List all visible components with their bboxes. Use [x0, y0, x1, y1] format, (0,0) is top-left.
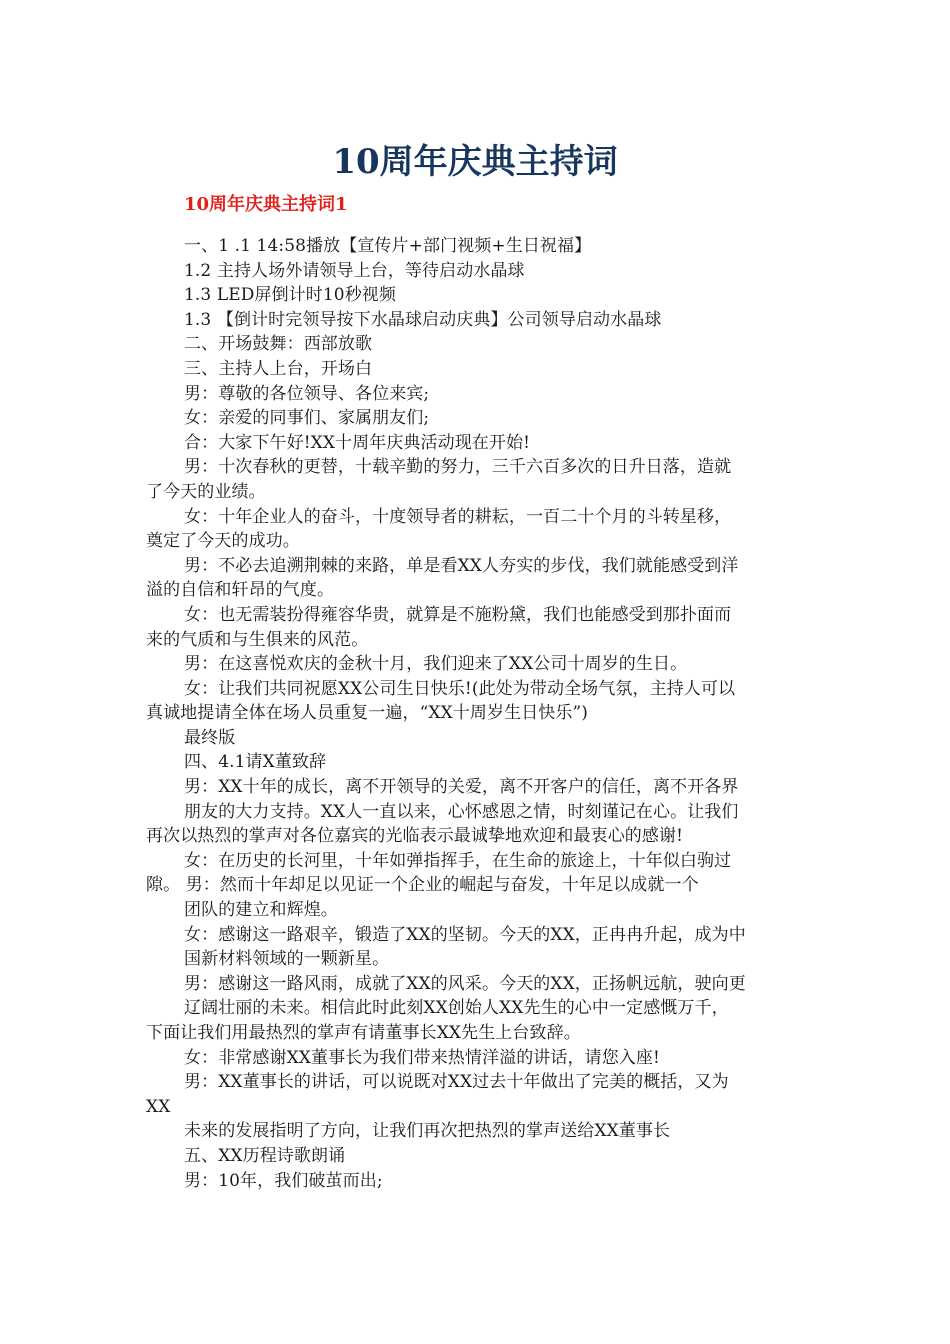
text-line: 女：亲爱的同事们、家属朋友们;: [184, 408, 430, 429]
document-body: [146, 234, 810, 1193]
text-line: 了今天的业绩。: [146, 481, 266, 502]
text-line: 男：尊敬的各位领导、各位来宾;: [184, 383, 430, 404]
text-line: 下面让我们用最热烈的掌声有请董事长XX先生上台致辞。: [146, 1023, 581, 1043]
text-line: 团队的建立和辉煌。: [184, 900, 338, 921]
text-line: 男：十次春秋的更替，十载辛勤的努力，三千六百多次的日升日落，造就: [184, 457, 732, 478]
text-line: 未来的发展指明了方向，让我们再次把热烈的掌声送给XX董事长: [184, 1121, 671, 1142]
text-line: 真诚地提请全体在场人员重复一遍，“XX十周岁生日快乐”): [146, 703, 589, 724]
text-line: 女：在历史的长河里，十年如弹指挥手，在生命的旅途上，十年似白驹过: [184, 850, 732, 871]
text-line: 合：大家下午好!XX十周年庆典活动现在开始!: [184, 432, 531, 453]
text-line: 来的气质和与生俱来的风范。: [146, 629, 369, 650]
text-line: 女：也无需装扮得雍容华贵，就算是不施粉黛，我们也能感受到那扑面而: [184, 604, 732, 625]
text-line: 女：让我们共同祝愿XX公司生日快乐!(此处为带动全场气氛，主持人可以: [184, 678, 736, 699]
text-line: 男：10年，我们破茧而出;: [184, 1170, 383, 1191]
text-line: 男：不必去追溯荆棘的来路，单是看XX人夯实的步伐，我们就能感受到洋: [184, 555, 739, 576]
text-line: 辽阔壮丽的未来。相信此时此刻XX创始人XX先生的心中一定感慨万千，: [184, 998, 729, 1019]
text-line: 奠定了今天的成功。: [146, 531, 300, 552]
text-line: 溢的自信和轩昂的气度。: [146, 580, 335, 601]
text-line: 一、1 .1 14:58播放【宣传片+部门视频+生日祝福】: [184, 236, 592, 256]
text-line: 隙。 男：然而十年却足以见证一个企业的崛起与奋发，十年足以成就一个: [146, 875, 699, 896]
text-line: 女：十年企业人的奋斗，十度领导者的耕耘，一百二十个月的斗转星移，: [184, 506, 732, 527]
text-line: 二、开场鼓舞：西部放歌: [184, 334, 373, 355]
text-line: 1.3 【倒计时完领导按下水晶球启动庆典】公司领导启动水晶球: [184, 309, 662, 330]
text-line: 朋友的大力支持。XX人一直以来，心怀感恩之情，时刻谨记在心。让我们: [184, 801, 739, 822]
text-line: 男：感谢这一路风雨，成就了XX的风采。今天的XX，正扬帆远航，驶向更: [184, 973, 746, 994]
text-line: 最终版: [184, 727, 236, 748]
text-line: 男：在这喜悦欢庆的金秋十月，我们迎来了XX公司十周岁的生日。: [184, 654, 688, 675]
text-line: 四、4.1请X董致辞: [184, 752, 327, 773]
text-line: 男：XX董事长的讲话，可以说既对XX过去十年做出了完美的概括，又为: [184, 1072, 729, 1093]
section-heading: 10周年庆典主持词1: [184, 194, 348, 215]
text-line: 三、主持人上台，开场白: [184, 358, 373, 379]
document-title: 10周年庆典主持词: [332, 142, 618, 182]
text-line: 五、XX历程诗歌朗诵: [184, 1145, 346, 1166]
text-line: 国新材料领域的一颗新星。: [184, 949, 390, 970]
text-line: XX: [146, 1096, 171, 1117]
text-line: 女：感谢这一路艰辛，锻造了XX的坚韧。今天的XX，正冉冉升起，成为中: [184, 924, 746, 945]
text-line: 1.2 主持人场外请领导上台，等待启动水晶球: [184, 260, 525, 281]
text-line: 1.3 LED屏倒计时10秒视频: [184, 285, 396, 306]
text-line: 女：非常感谢XX董事长为我们带来热情洋溢的讲话，请您入座!: [184, 1047, 660, 1068]
text-line: 再次以热烈的掌声对各位嘉宾的光临表示最诚挚地欢迎和最衷心的感谢!: [146, 826, 684, 847]
text-line: 男：XX十年的成长，离不开领导的关爱，离不开客户的信任，离不开各界: [184, 777, 739, 798]
